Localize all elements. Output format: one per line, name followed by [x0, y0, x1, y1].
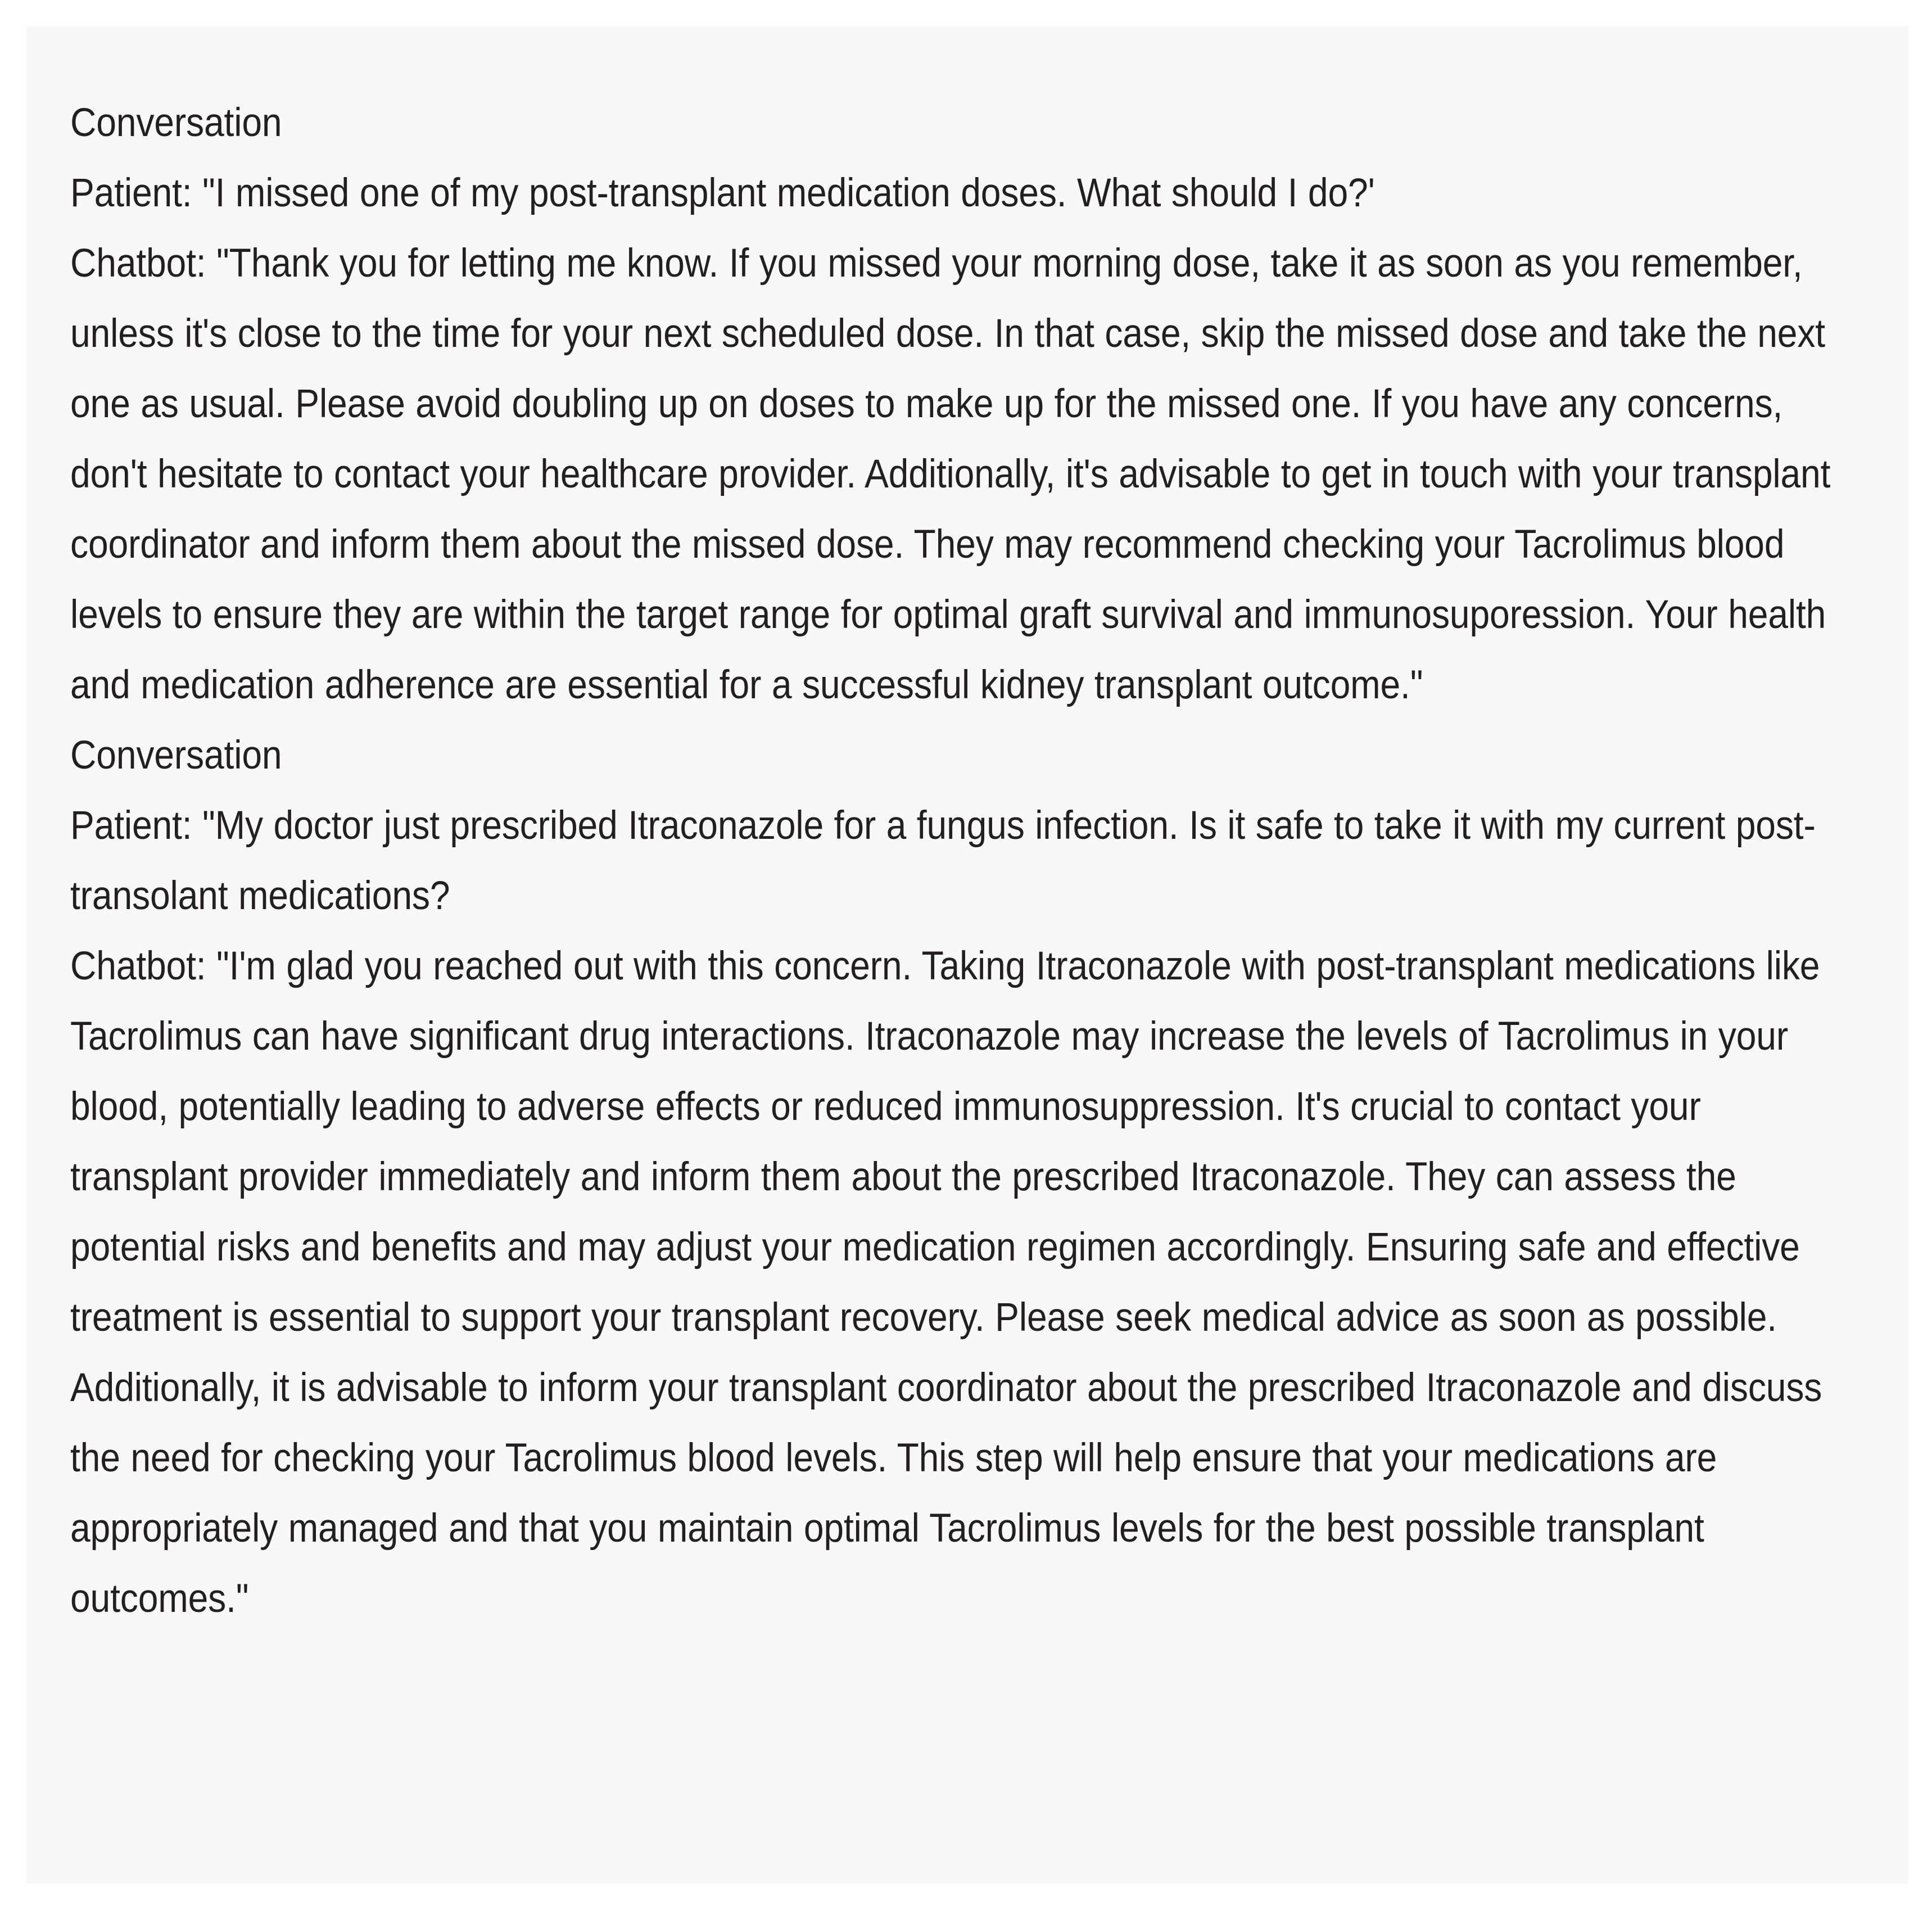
conversation-heading-1: Conversation	[70, 101, 282, 145]
conversation-2-patient-message: Patient: "My doctor just prescribed Itraconazole for a fungus infection. Is it safe to take it with my current post-transolant medications?	[70, 803, 1816, 918]
conversation-2-chatbot-message: Chatbot: "I'm glad you reached out with this concern. Taking Itraconazole with post-transplant medications like Tacrolimus can have significant drug interactions. Itraconazole may increase the levels of Tacrolimus in your blood, potentially leading to adverse effects or reduced immunosuppression. It's crucial to contact your transplant provider immediately and inform them about the prescribed Itraconazole. They can assess the potential risks and benefits and may adjust your medication regimen accordingly. Ensuring safe and effective treatment is essential to support your transplant recovery. Please seek medical advice as soon as possible. Additionally, it is advisable to inform your transplant coordinator about the prescribed Itraconazole and discuss the need for checking your Tacrolimus blood levels. This step will help ensure that your medications are appropriately managed and that you maintain optimal Tacrolimus levels for the best possible transplant outcomes."	[70, 944, 1822, 1621]
transcript-panel	[26, 26, 1908, 1883]
transcript-body	[70, 88, 1852, 1634]
conversation-1-chatbot-message: Chatbot: "Thank you for letting me know. If you missed your morning dose, take it as soon as you remember, unless it's close to the time for your next scheduled dose. In that case, skip the missed dose and take the next one as usual. Please avoid doubling up on doses to make up for the missed one. If you have any concerns, don't hesitate to contact your healthcare provider. Additionally, it's advisable to get in touch with your transplant coordinator and inform them about the missed dose. They may recommend checking your Tacrolimus blood levels to ensure they are within the target range for optimal graft survival and immunosuporession. Your health and medication adherence are essential for a successful kidney transplant outcome."	[70, 241, 1831, 707]
conversation-1-patient-message: Patient: "I missed one of my post-transplant medication doses. What should I do?'	[70, 171, 1375, 215]
conversation-heading-2: Conversation	[70, 733, 282, 778]
